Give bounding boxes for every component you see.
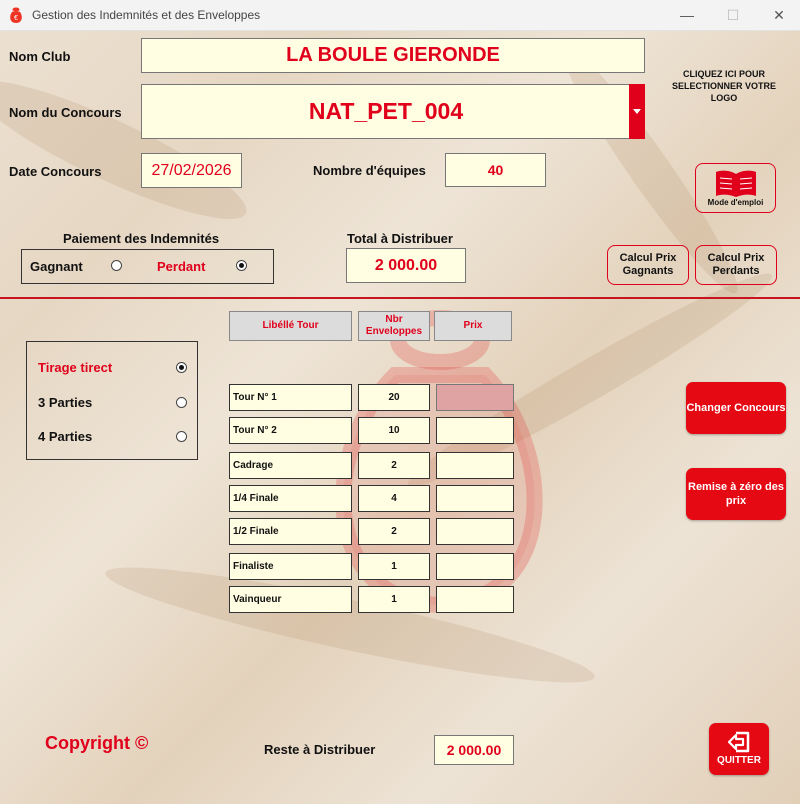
paiement-title: Paiement des Indemnités — [63, 231, 220, 246]
row-env[interactable]: 2 — [358, 518, 430, 545]
trois-parties-radio[interactable] — [176, 397, 187, 408]
perdant-label: Perdant — [157, 259, 206, 274]
row-env[interactable]: 2 — [358, 452, 430, 479]
row-env[interactable]: 10 — [358, 417, 430, 444]
row-name: Cadrage — [229, 452, 352, 479]
header-libelle: Libéllé Tour — [229, 311, 352, 341]
row-env[interactable]: 1 — [358, 586, 430, 613]
section-divider — [0, 297, 800, 299]
concours-value: NAT_PET_004 — [308, 98, 464, 124]
equipes-field[interactable]: 40 — [445, 153, 546, 187]
maximize-button[interactable]: ☐ — [726, 7, 740, 23]
tirage-group — [26, 341, 198, 460]
logo-selector[interactable] — [672, 36, 776, 136]
row-env[interactable]: 1 — [358, 553, 430, 580]
row-prix[interactable] — [436, 384, 514, 411]
quitter-button[interactable] — [709, 723, 769, 775]
row-env[interactable]: 20 — [358, 384, 430, 411]
total-label: Total à Distribuer — [347, 231, 453, 246]
quatre-parties-radio[interactable] — [176, 431, 187, 442]
calcul-perdants-button[interactable]: Calcul Prix Perdants — [695, 245, 777, 285]
row-prix[interactable] — [436, 586, 514, 613]
copyright-text: Copyright © — [45, 733, 149, 753]
row-name: Tour N° 2 — [229, 417, 352, 444]
row-prix[interactable] — [436, 553, 514, 580]
mode-emploi-label: Mode d'emploi — [707, 198, 764, 207]
club-name-field[interactable]: LA BOULE GIERONDE — [141, 38, 645, 73]
perdant-radio[interactable] — [236, 260, 247, 271]
exit-icon — [726, 730, 752, 754]
concours-dropdown-button[interactable] — [629, 84, 645, 139]
window-title: Gestion des Indemnités et des Enveloppes — [32, 8, 261, 22]
minimize-button[interactable]: — — [680, 7, 694, 23]
money-bag-icon — [8, 6, 24, 24]
quatre-parties-label: 4 Parties — [38, 429, 93, 444]
trois-parties-label: 3 Parties — [38, 395, 93, 410]
header-prix: Prix — [434, 311, 512, 341]
changer-concours-button[interactable]: Changer Concours — [686, 382, 786, 434]
remise-a-zero-button[interactable]: Remise à zéro des prix — [686, 468, 786, 520]
row-name: 1/2 Finale — [229, 518, 352, 545]
row-prix[interactable] — [436, 452, 514, 479]
row-prix[interactable] — [436, 485, 514, 512]
title-bar — [0, 0, 800, 31]
row-name: Finaliste — [229, 553, 352, 580]
logo-hint: CLIQUEZ ICI POUR SELECTIONNER VOTRE LOGO — [672, 69, 777, 103]
paiement-group — [21, 249, 274, 284]
row-env[interactable]: 4 — [358, 485, 430, 512]
equipes-label: Nombre d'équipes — [313, 163, 426, 178]
mode-emploi-button[interactable] — [695, 163, 776, 213]
club-label: Nom Club — [9, 49, 71, 64]
calcul-gagnants-button[interactable]: Calcul Prix Gagnants — [607, 245, 689, 285]
row-name: 1/4 Finale — [229, 485, 352, 512]
header-nbr-enveloppes: Nbr Enveloppes — [358, 311, 430, 341]
total-field[interactable]: 2 000.00 — [346, 248, 466, 283]
gagnant-radio[interactable] — [111, 260, 122, 271]
date-label: Date Concours — [9, 164, 102, 179]
reste-field[interactable]: 2 000.00 — [434, 735, 514, 765]
tirage-direct-label: Tirage tirect — [38, 360, 113, 375]
svg-text:€: € — [14, 15, 18, 22]
reste-label: Reste à Distribuer — [264, 742, 376, 757]
gagnant-label: Gagnant — [30, 259, 83, 274]
close-button[interactable]: ✕ — [773, 7, 785, 23]
concours-label: Nom du Concours — [9, 105, 122, 120]
date-field[interactable]: 27/02/2026 — [141, 153, 242, 188]
row-prix[interactable] — [436, 518, 514, 545]
concours-select[interactable] — [141, 84, 631, 139]
caret-down-icon — [633, 109, 641, 114]
row-name: Vainqueur — [229, 586, 352, 613]
row-prix[interactable] — [436, 417, 514, 444]
book-icon — [714, 168, 758, 198]
quitter-label: QUITTER — [717, 755, 761, 766]
row-name: Tour N° 1 — [229, 384, 352, 411]
tirage-direct-radio[interactable] — [176, 362, 187, 373]
